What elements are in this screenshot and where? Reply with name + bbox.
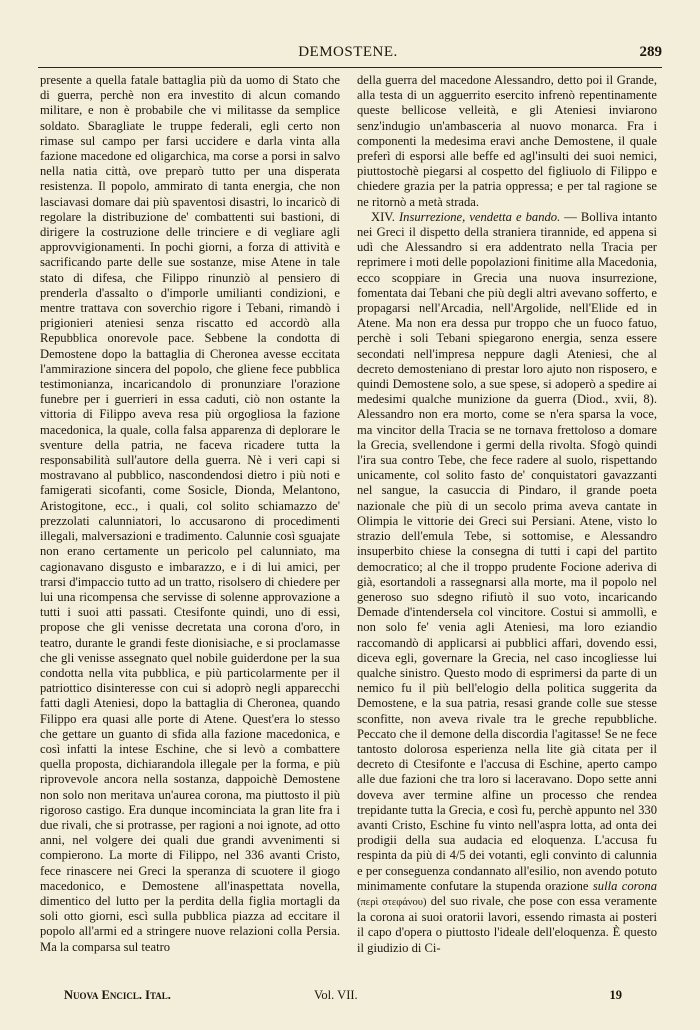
right-column-intro: della guerra del macedone Alessandro, detto poi il Grande, alla testa di un agguerrito esercito infrenò repentinamente queste bellicose velleità, e gli Ateniesi inviarono senz'indugio un'ambasceria al nuovo monarca. Fra i componenti la medesima eravi anche Demostene, il quale preferì di esporsi alle beffe ed agl'insulti dei suoi nemici, piuttostochè piegarsi al cospetto del figliuolo di Filippo e chiedere grazia per la patria oppressa; e per tal ragione se ne ritornò a metà strada.	[357, 73, 657, 209]
left-column	[40, 73, 340, 955]
closing-text: del suo rivale, che pose con essa veramente la corona ai suoi oratorii lavori, essendo rimasta ai posteri il capo d'opera o piuttosto l'ideale dell'eloquenza. È questo il giudizio di Ci-	[357, 893, 657, 955]
left-column-text: presente a quella fatale battaglia più da uomo di Stato che di guerra, perchè non era investito di alcun comando militare, e non è probabile che vi militasse da semplice soldato. Sbaragliate le truppe federali, egli certo non rimase sul campo per farsi uccidere e darla vinta alla fazione macedone ed oligarchica, ma corse a porsi in salvo nella natia città, ove preparò tutto per una disperata resistenza. Il popolo, ammirato di tanta energia, che non lasciavasi domare dai più spaventosi disastri, lo incaricò di regolare la distribuzione de' combattenti sui bastioni, di dirigere la costruzione delle trinciere e di vegliare agli approvvigionamenti. In pochi giorni, a forza di attività e sacrificando parte delle sue sostanze, mise Atene in tale stato di difesa, che Filippo rinunziò al pensiero di prenderla d'assalto o d'imporle umilianti condizioni, e mentre trattava con soverchio rigore i Tebani, rimandò i prigionieri ateniesi senza riscatto ed accordò alla Repubblica onorevole pace. Sebbene la condotta di Demostene dopo la battaglia di Cheronea avesse eccitata l'ammirazione sincera del popolo, che gliene fece pubblica testimonianza, incaricandolo di pronunziare l'orazione funebre per i guerrieri in essa caduti, ciò non ostante la vittoria di Filippo aveva resa più orgogliosa la fazione macedonica, la quale, colla falsa apparenza di deplorare le sventure della patria, ne faceva ricadere tutta la responsabilità sull'autore della guerra. Nè i veri capi si mostravano al pubblico, nascondendosi dietro i più noti e famigerati sicofanti, come Sosicle, Dionda, Melantono, Aristogitone, ecc., i quali, col solito schiamazzo de' prezzolati calunniatori, lo accusarono di procedimenti illegali, malversazioni e tradimento. Calunnie così sguajate non erano certamente un pericolo pel calunniato, ma cagionavano disgusto e imbarazzo, e i di lui amici, per trarsi d'impaccio tutto ad un tratto, risolsero di chiedere per lui una ricompensa che servisse di solenne approvazione a tutti i suoi atti passati. Ctesifonte quindi, uno di essi, propose che gli venisse decretata una corona d'oro, in teatro, durante le grandi feste dionisiache, e si proclamasse che gli venisse assegnato quel nobile guiderdone per la sua condotta nella vita pubblica, e più particolarmente per il patriottico disinteresse con cui si adoprò negli apparecchi fatti dagli Ateniesi, dopo la battaglia di Cheronea, quando Filippo era quasi alle porte di Atene. Quest'era lo stesso che gettare un guanto di sfida alla fazione macedonica, e così infatti la intese Eschine, che si levò a combattere quella proposta, dichiarandola illegale per la forma, e più riprovevole ancora nella sostanza, dappoichè Demostene non solo non meritava un'aurea corona, ma piuttosto il più rigoroso castigo. Era dunque incominciata la gran lite fra i due rivali, che si protrasse, per ragioni a noi ignote, ad otto anni, nel volgere dei quali due grandi avvenimenti si compierono. La morte di Filippo, nel 336 avanti Cristo, fece rinascere nei Greci la speranza di scuotere il giogo macedonico, e Demostene all'inaspettata novella, dimentico del lutto per la perdita della figlia mortagli da soli otto giorni, escì sulla pubblica piazza ad eccitare il popolo all'armi ed a stringere nuove relazioni colla Persia. Ma la comparsa sul teatro	[40, 73, 340, 954]
section-title: Insurrezione, vendetta e bando.	[398, 209, 561, 224]
page-header	[34, 44, 662, 66]
page-footer	[40, 988, 660, 1008]
page-number: 289	[639, 44, 662, 60]
right-column	[357, 73, 657, 956]
footer-publication: Nuova Encicl. Ital.	[64, 988, 171, 1002]
greek-phrase: (περὶ στεφάνου)	[357, 896, 427, 908]
section-number: XIV.	[371, 209, 395, 224]
footer-volume: Vol. VII.	[314, 988, 358, 1002]
running-title: DEMOSTENE.	[298, 44, 398, 60]
footer-signature: 19	[609, 988, 622, 1002]
section-paragraph	[357, 210, 657, 956]
section-text: — Bolliva intanto nei Greci il dispetto della straniera tirannide, ed appena si udì che Alessandro si era addentrato nella Tracia per reprimere i moti delle popolazioni finitime alla Macedonia, ecco scoppiare in Grecia una nuova insurrezione, fomentata dai Tebani che più degli altri avevano sofferto, e propagarsi nell'Arcadia, nell'Argolide, nell'Elide ed in Atene. Ma non era dessa pur troppo che un fuoco fatuo, perchè i soli Tebani spiegarono energia, senza essere secondati nell'impresa neppure dagli Ateniesi, che al decreto demosteniano di prestar loro ajuto non risposero, e quindi Demostene solo, a sue spese, si adoperò a spedire ai medesimi qualche munizione da guerra (Diod., xvii, 8). Alessandro non era morto, come se n'era sparsa la voce, ma vincitor della Tracia se ne tornava frettoloso a domare la Grecia, svellendone i germi della rivolta. Sfogò quindi l'ira sua contro Tebe, che fece radere al suolo, rispettando unicamente, col solito fasto de' conquistatori gavazzanti nel sangue, la casuccia di Pindaro, il grande poeta nazionale che più di un secolo prima aveva cantate in Olimpia le vittorie dei Greci sui Persiani. Atene, visto lo strazio dell'emula Tebe, si sottomise, e Alessandro insuperbito chiese la consegna di tutti i capi del partito democratico; al che il troppo prudente Focione aderiva di già, esortandoli a rassegnarsi alla morte, ma il popolo nel generoso suo sdegno rifiutò il suo voto, incaricando Demade d'intendersela col vincitore. Costui si ammollì, e non solo fe' venia agli Ateniesi, ma loro eziandio raccomandò di applicarsi ai pubblici affari, dovendo essi, diceva egli, governare la Grecia, nel caso incogliesse lui qualche sinistro. Questo modo di esprimersi da parte di un nemico fu il più bell'elogio della politica suggerita da Demostene, e la sua patria, resasi grande colle sue stesse sconfitte, non aveva rivale tra le greche repubbliche. Peccato che il demone della discordia l'agitasse! Se ne fece tantosto dolorosa esperienza nella lite già citata per il decreto di Ctesifonte e l'accusa di Eschine, aperto campo alle due fazioni che tra loro si laceravano. Dopo sette anni doveva aver termine alfine un processo che rendea trepidante tutta la Grecia, e così fu, perchè appunto nel 330 avanti Cristo, Eschine fu vinto nell'aspra lotta, ad onta dei prodigii della sua audacia ed eloquenza. L'accusa fu respinta da più di 4/5 dei votanti, egli convinto di calunnia e per conseguenza condannato all'esilio, non avendo potuto minimamente confutare la stupenda orazione	[357, 209, 657, 893]
header-rule	[38, 67, 662, 68]
italic-phrase: sulla corona	[592, 878, 657, 893]
